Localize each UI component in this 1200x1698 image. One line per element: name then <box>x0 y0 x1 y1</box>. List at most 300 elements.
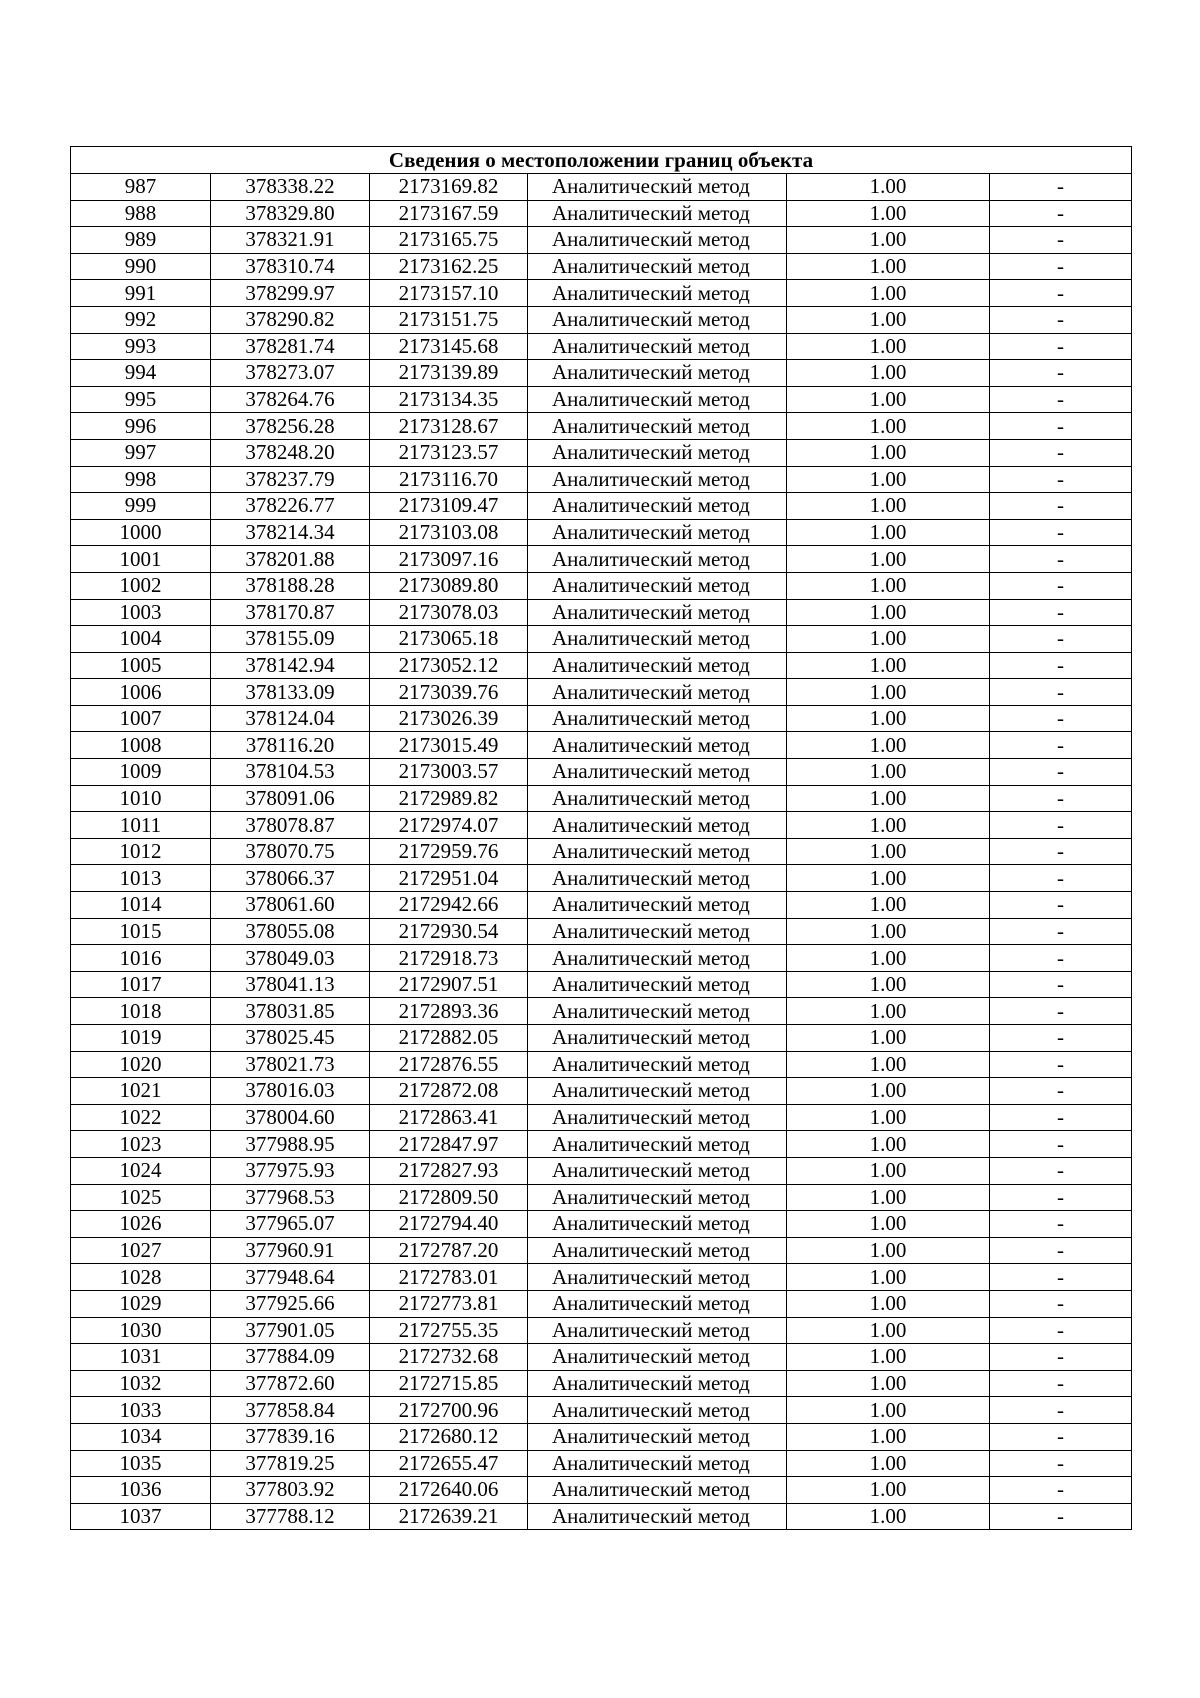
y-coordinate-cell: 2172773.81 <box>370 1290 528 1317</box>
x-coordinate-cell: 378133.09 <box>211 679 370 706</box>
method-cell: Аналитический метод <box>528 546 787 573</box>
table-row <box>71 413 1132 440</box>
accuracy-cell: 1.00 <box>787 572 990 599</box>
y-coordinate-cell: 2173052.12 <box>370 652 528 679</box>
table-row <box>71 1423 1132 1450</box>
x-coordinate-cell: 378256.28 <box>211 413 370 440</box>
accuracy-cell: 1.00 <box>787 785 990 812</box>
table-row <box>71 360 1132 387</box>
accuracy-cell: 1.00 <box>787 998 990 1025</box>
table-row <box>71 439 1132 466</box>
description-cell: - <box>990 1317 1132 1344</box>
point-number-cell: 1011 <box>71 812 211 839</box>
point-number-cell: 1005 <box>71 652 211 679</box>
method-cell: Аналитический метод <box>528 253 787 280</box>
x-coordinate-cell: 377948.64 <box>211 1264 370 1291</box>
method-cell: Аналитический метод <box>528 971 787 998</box>
x-coordinate-cell: 378281.74 <box>211 333 370 360</box>
description-cell: - <box>990 1157 1132 1184</box>
method-cell: Аналитический метод <box>528 1237 787 1264</box>
point-number-cell: 1023 <box>71 1131 211 1158</box>
point-number-cell: 989 <box>71 227 211 254</box>
method-cell: Аналитический метод <box>528 227 787 254</box>
description-cell: - <box>990 1477 1132 1504</box>
y-coordinate-cell: 2172918.73 <box>370 945 528 972</box>
accuracy-cell: 1.00 <box>787 466 990 493</box>
method-cell: Аналитический метод <box>528 679 787 706</box>
accuracy-cell: 1.00 <box>787 1237 990 1264</box>
point-number-cell: 1008 <box>71 732 211 759</box>
table-row <box>71 1290 1132 1317</box>
point-number-cell: 1004 <box>71 626 211 653</box>
description-cell: - <box>990 759 1132 786</box>
x-coordinate-cell: 378031.85 <box>211 998 370 1025</box>
y-coordinate-cell: 2172974.07 <box>370 812 528 839</box>
method-cell: Аналитический метод <box>528 1450 787 1477</box>
description-cell: - <box>990 493 1132 520</box>
table-row <box>71 998 1132 1025</box>
method-cell: Аналитический метод <box>528 626 787 653</box>
y-coordinate-cell: 2172639.21 <box>370 1503 528 1530</box>
y-coordinate-cell: 2173078.03 <box>370 599 528 626</box>
accuracy-cell: 1.00 <box>787 1157 990 1184</box>
x-coordinate-cell: 378237.79 <box>211 466 370 493</box>
method-cell: Аналитический метод <box>528 1264 787 1291</box>
table-row <box>71 785 1132 812</box>
y-coordinate-cell: 2172863.41 <box>370 1104 528 1131</box>
point-number-cell: 987 <box>71 174 211 201</box>
x-coordinate-cell: 378055.08 <box>211 918 370 945</box>
method-cell: Аналитический метод <box>528 1397 787 1424</box>
y-coordinate-cell: 2172732.68 <box>370 1344 528 1371</box>
accuracy-cell: 1.00 <box>787 200 990 227</box>
x-coordinate-cell: 377839.16 <box>211 1423 370 1450</box>
method-cell: Аналитический метод <box>528 812 787 839</box>
description-cell: - <box>990 599 1132 626</box>
y-coordinate-cell: 2172942.66 <box>370 892 528 919</box>
point-number-cell: 1021 <box>71 1078 211 1105</box>
point-number-cell: 1007 <box>71 705 211 732</box>
point-number-cell: 1033 <box>71 1397 211 1424</box>
table-row <box>71 971 1132 998</box>
point-number-cell: 1026 <box>71 1211 211 1238</box>
point-number-cell: 1019 <box>71 1025 211 1052</box>
method-cell: Аналитический метод <box>528 360 787 387</box>
accuracy-cell: 1.00 <box>787 599 990 626</box>
x-coordinate-cell: 378188.28 <box>211 572 370 599</box>
table-row <box>71 1131 1132 1158</box>
accuracy-cell: 1.00 <box>787 439 990 466</box>
y-coordinate-cell: 2173039.76 <box>370 679 528 706</box>
description-cell: - <box>990 519 1132 546</box>
method-cell: Аналитический метод <box>528 1503 787 1530</box>
y-coordinate-cell: 2173026.39 <box>370 705 528 732</box>
y-coordinate-cell: 2173167.59 <box>370 200 528 227</box>
description-cell: - <box>990 1051 1132 1078</box>
table-row <box>71 732 1132 759</box>
table-title-row <box>71 147 1132 174</box>
method-cell: Аналитический метод <box>528 493 787 520</box>
point-number-cell: 1024 <box>71 1157 211 1184</box>
method-cell: Аналитический метод <box>528 652 787 679</box>
table-row <box>71 945 1132 972</box>
point-number-cell: 1012 <box>71 838 211 865</box>
method-cell: Аналитический метод <box>528 1211 787 1238</box>
table-row <box>71 679 1132 706</box>
point-number-cell: 1036 <box>71 1477 211 1504</box>
method-cell: Аналитический метод <box>528 1477 787 1504</box>
method-cell: Аналитический метод <box>528 892 787 919</box>
method-cell: Аналитический метод <box>528 1423 787 1450</box>
description-cell: - <box>990 652 1132 679</box>
accuracy-cell: 1.00 <box>787 1423 990 1450</box>
description-cell: - <box>990 1211 1132 1238</box>
description-cell: - <box>990 174 1132 201</box>
table-row <box>71 1477 1132 1504</box>
point-number-cell: 988 <box>71 200 211 227</box>
table-row <box>71 1503 1132 1530</box>
y-coordinate-cell: 2172827.93 <box>370 1157 528 1184</box>
y-coordinate-cell: 2173151.75 <box>370 306 528 333</box>
description-cell: - <box>990 1423 1132 1450</box>
accuracy-cell: 1.00 <box>787 892 990 919</box>
method-cell: Аналитический метод <box>528 838 787 865</box>
description-cell: - <box>990 1104 1132 1131</box>
accuracy-cell: 1.00 <box>787 1104 990 1131</box>
method-cell: Аналитический метод <box>528 918 787 945</box>
table-row <box>71 759 1132 786</box>
table-body <box>71 147 1132 1530</box>
y-coordinate-cell: 2173116.70 <box>370 466 528 493</box>
table-row <box>71 280 1132 307</box>
y-coordinate-cell: 2172907.51 <box>370 971 528 998</box>
y-coordinate-cell: 2172876.55 <box>370 1051 528 1078</box>
accuracy-cell: 1.00 <box>787 1477 990 1504</box>
y-coordinate-cell: 2173145.68 <box>370 333 528 360</box>
description-cell: - <box>990 1078 1132 1105</box>
table-row <box>71 652 1132 679</box>
table-row <box>71 918 1132 945</box>
table-row <box>71 253 1132 280</box>
point-number-cell: 996 <box>71 413 211 440</box>
y-coordinate-cell: 2172872.08 <box>370 1078 528 1105</box>
method-cell: Аналитический метод <box>528 200 787 227</box>
table-row <box>71 174 1132 201</box>
accuracy-cell: 1.00 <box>787 945 990 972</box>
y-coordinate-cell: 2172809.50 <box>370 1184 528 1211</box>
description-cell: - <box>990 1450 1132 1477</box>
accuracy-cell: 1.00 <box>787 1131 990 1158</box>
description-cell: - <box>990 360 1132 387</box>
point-number-cell: 1037 <box>71 1503 211 1530</box>
table-row <box>71 466 1132 493</box>
method-cell: Аналитический метод <box>528 1290 787 1317</box>
x-coordinate-cell: 378025.45 <box>211 1025 370 1052</box>
point-number-cell: 1002 <box>71 572 211 599</box>
point-number-cell: 1025 <box>71 1184 211 1211</box>
x-coordinate-cell: 378142.94 <box>211 652 370 679</box>
method-cell: Аналитический метод <box>528 306 787 333</box>
description-cell: - <box>990 1370 1132 1397</box>
x-coordinate-cell: 378124.04 <box>211 705 370 732</box>
y-coordinate-cell: 2173134.35 <box>370 386 528 413</box>
x-coordinate-cell: 378049.03 <box>211 945 370 972</box>
accuracy-cell: 1.00 <box>787 333 990 360</box>
point-number-cell: 1030 <box>71 1317 211 1344</box>
method-cell: Аналитический метод <box>528 1370 787 1397</box>
accuracy-cell: 1.00 <box>787 519 990 546</box>
y-coordinate-cell: 2173109.47 <box>370 493 528 520</box>
accuracy-cell: 1.00 <box>787 652 990 679</box>
x-coordinate-cell: 378214.34 <box>211 519 370 546</box>
description-cell: - <box>990 918 1132 945</box>
table-row <box>71 1025 1132 1052</box>
point-number-cell: 991 <box>71 280 211 307</box>
x-coordinate-cell: 377858.84 <box>211 1397 370 1424</box>
method-cell: Аналитический метод <box>528 1157 787 1184</box>
accuracy-cell: 1.00 <box>787 1344 990 1371</box>
method-cell: Аналитический метод <box>528 1025 787 1052</box>
y-coordinate-cell: 2172794.40 <box>370 1211 528 1238</box>
table-row <box>71 1344 1132 1371</box>
description-cell: - <box>990 1344 1132 1371</box>
accuracy-cell: 1.00 <box>787 1317 990 1344</box>
point-number-cell: 1031 <box>71 1344 211 1371</box>
description-cell: - <box>990 998 1132 1025</box>
table-row <box>71 1397 1132 1424</box>
table-row <box>71 386 1132 413</box>
accuracy-cell: 1.00 <box>787 1503 990 1530</box>
accuracy-cell: 1.00 <box>787 1370 990 1397</box>
boundary-coordinates-table <box>70 146 1132 1530</box>
table-row <box>71 333 1132 360</box>
method-cell: Аналитический метод <box>528 1344 787 1371</box>
table-row <box>71 838 1132 865</box>
accuracy-cell: 1.00 <box>787 227 990 254</box>
y-coordinate-cell: 2172930.54 <box>370 918 528 945</box>
table-row <box>71 1157 1132 1184</box>
description-cell: - <box>990 386 1132 413</box>
method-cell: Аналитический метод <box>528 1104 787 1131</box>
point-number-cell: 990 <box>71 253 211 280</box>
table-row <box>71 572 1132 599</box>
point-number-cell: 992 <box>71 306 211 333</box>
point-number-cell: 1013 <box>71 865 211 892</box>
description-cell: - <box>990 200 1132 227</box>
method-cell: Аналитический метод <box>528 759 787 786</box>
accuracy-cell: 1.00 <box>787 1184 990 1211</box>
x-coordinate-cell: 377988.95 <box>211 1131 370 1158</box>
point-number-cell: 1015 <box>71 918 211 945</box>
accuracy-cell: 1.00 <box>787 1078 990 1105</box>
point-number-cell: 1035 <box>71 1450 211 1477</box>
y-coordinate-cell: 2173015.49 <box>370 732 528 759</box>
description-cell: - <box>990 1503 1132 1530</box>
accuracy-cell: 1.00 <box>787 1051 990 1078</box>
description-cell: - <box>990 253 1132 280</box>
table-row <box>71 599 1132 626</box>
method-cell: Аналитический метод <box>528 386 787 413</box>
table-row <box>71 306 1132 333</box>
x-coordinate-cell: 377803.92 <box>211 1477 370 1504</box>
accuracy-cell: 1.00 <box>787 705 990 732</box>
method-cell: Аналитический метод <box>528 439 787 466</box>
y-coordinate-cell: 2173157.10 <box>370 280 528 307</box>
y-coordinate-cell: 2173169.82 <box>370 174 528 201</box>
description-cell: - <box>990 280 1132 307</box>
description-cell: - <box>990 572 1132 599</box>
method-cell: Аналитический метод <box>528 945 787 972</box>
accuracy-cell: 1.00 <box>787 1290 990 1317</box>
method-cell: Аналитический метод <box>528 572 787 599</box>
accuracy-cell: 1.00 <box>787 1397 990 1424</box>
table-row <box>71 1211 1132 1238</box>
x-coordinate-cell: 378061.60 <box>211 892 370 919</box>
table-row <box>71 1450 1132 1477</box>
description-cell: - <box>990 812 1132 839</box>
y-coordinate-cell: 2173162.25 <box>370 253 528 280</box>
x-coordinate-cell: 378321.91 <box>211 227 370 254</box>
table-row <box>71 200 1132 227</box>
x-coordinate-cell: 378041.13 <box>211 971 370 998</box>
accuracy-cell: 1.00 <box>787 546 990 573</box>
table-row <box>71 1104 1132 1131</box>
method-cell: Аналитический метод <box>528 1317 787 1344</box>
point-number-cell: 1010 <box>71 785 211 812</box>
x-coordinate-cell: 378116.20 <box>211 732 370 759</box>
accuracy-cell: 1.00 <box>787 280 990 307</box>
accuracy-cell: 1.00 <box>787 253 990 280</box>
table-row <box>71 705 1132 732</box>
x-coordinate-cell: 378004.60 <box>211 1104 370 1131</box>
point-number-cell: 997 <box>71 439 211 466</box>
point-number-cell: 998 <box>71 466 211 493</box>
y-coordinate-cell: 2173103.08 <box>370 519 528 546</box>
x-coordinate-cell: 377788.12 <box>211 1503 370 1530</box>
x-coordinate-cell: 378299.97 <box>211 280 370 307</box>
method-cell: Аналитический метод <box>528 1078 787 1105</box>
table-row <box>71 519 1132 546</box>
point-number-cell: 995 <box>71 386 211 413</box>
table-row <box>71 493 1132 520</box>
x-coordinate-cell: 377872.60 <box>211 1370 370 1397</box>
y-coordinate-cell: 2173139.89 <box>370 360 528 387</box>
description-cell: - <box>990 705 1132 732</box>
accuracy-cell: 1.00 <box>787 1211 990 1238</box>
table-row <box>71 1370 1132 1397</box>
description-cell: - <box>990 838 1132 865</box>
accuracy-cell: 1.00 <box>787 838 990 865</box>
y-coordinate-cell: 2172847.97 <box>370 1131 528 1158</box>
description-cell: - <box>990 1131 1132 1158</box>
description-cell: - <box>990 1397 1132 1424</box>
y-coordinate-cell: 2173097.16 <box>370 546 528 573</box>
point-number-cell: 1006 <box>71 679 211 706</box>
method-cell: Аналитический метод <box>528 1184 787 1211</box>
point-number-cell: 1001 <box>71 546 211 573</box>
x-coordinate-cell: 378170.87 <box>211 599 370 626</box>
description-cell: - <box>990 306 1132 333</box>
table-row <box>71 812 1132 839</box>
method-cell: Аналитический метод <box>528 1131 787 1158</box>
x-coordinate-cell: 377975.93 <box>211 1157 370 1184</box>
table-row <box>71 227 1132 254</box>
method-cell: Аналитический метод <box>528 1051 787 1078</box>
point-number-cell: 1027 <box>71 1237 211 1264</box>
description-cell: - <box>990 865 1132 892</box>
x-coordinate-cell: 378021.73 <box>211 1051 370 1078</box>
description-cell: - <box>990 546 1132 573</box>
y-coordinate-cell: 2173089.80 <box>370 572 528 599</box>
accuracy-cell: 1.00 <box>787 679 990 706</box>
y-coordinate-cell: 2172700.96 <box>370 1397 528 1424</box>
x-coordinate-cell: 378273.07 <box>211 360 370 387</box>
point-number-cell: 1014 <box>71 892 211 919</box>
y-coordinate-cell: 2172951.04 <box>370 865 528 892</box>
accuracy-cell: 1.00 <box>787 493 990 520</box>
table-row <box>71 1237 1132 1264</box>
method-cell: Аналитический метод <box>528 466 787 493</box>
point-number-cell: 1028 <box>71 1264 211 1291</box>
description-cell: - <box>990 1025 1132 1052</box>
accuracy-cell: 1.00 <box>787 812 990 839</box>
description-cell: - <box>990 971 1132 998</box>
point-number-cell: 1003 <box>71 599 211 626</box>
accuracy-cell: 1.00 <box>787 626 990 653</box>
accuracy-cell: 1.00 <box>787 306 990 333</box>
accuracy-cell: 1.00 <box>787 1450 990 1477</box>
description-cell: - <box>990 439 1132 466</box>
accuracy-cell: 1.00 <box>787 386 990 413</box>
accuracy-cell: 1.00 <box>787 413 990 440</box>
method-cell: Аналитический метод <box>528 333 787 360</box>
table-row <box>71 1317 1132 1344</box>
y-coordinate-cell: 2172787.20 <box>370 1237 528 1264</box>
x-coordinate-cell: 377819.25 <box>211 1450 370 1477</box>
accuracy-cell: 1.00 <box>787 1025 990 1052</box>
y-coordinate-cell: 2172893.36 <box>370 998 528 1025</box>
description-cell: - <box>990 626 1132 653</box>
x-coordinate-cell: 378310.74 <box>211 253 370 280</box>
table-row <box>71 865 1132 892</box>
point-number-cell: 1009 <box>71 759 211 786</box>
accuracy-cell: 1.00 <box>787 865 990 892</box>
point-number-cell: 1032 <box>71 1370 211 1397</box>
description-cell: - <box>990 679 1132 706</box>
y-coordinate-cell: 2172755.35 <box>370 1317 528 1344</box>
x-coordinate-cell: 377965.07 <box>211 1211 370 1238</box>
accuracy-cell: 1.00 <box>787 759 990 786</box>
point-number-cell: 1022 <box>71 1104 211 1131</box>
accuracy-cell: 1.00 <box>787 174 990 201</box>
point-number-cell: 1020 <box>71 1051 211 1078</box>
point-number-cell: 993 <box>71 333 211 360</box>
y-coordinate-cell: 2173003.57 <box>370 759 528 786</box>
point-number-cell: 1016 <box>71 945 211 972</box>
method-cell: Аналитический метод <box>528 174 787 201</box>
x-coordinate-cell: 378329.80 <box>211 200 370 227</box>
y-coordinate-cell: 2172715.85 <box>370 1370 528 1397</box>
point-number-cell: 1018 <box>71 998 211 1025</box>
table-row <box>71 892 1132 919</box>
description-cell: - <box>990 413 1132 440</box>
method-cell: Аналитический метод <box>528 732 787 759</box>
method-cell: Аналитический метод <box>528 599 787 626</box>
x-coordinate-cell: 377968.53 <box>211 1184 370 1211</box>
description-cell: - <box>990 945 1132 972</box>
y-coordinate-cell: 2172783.01 <box>370 1264 528 1291</box>
description-cell: - <box>990 892 1132 919</box>
